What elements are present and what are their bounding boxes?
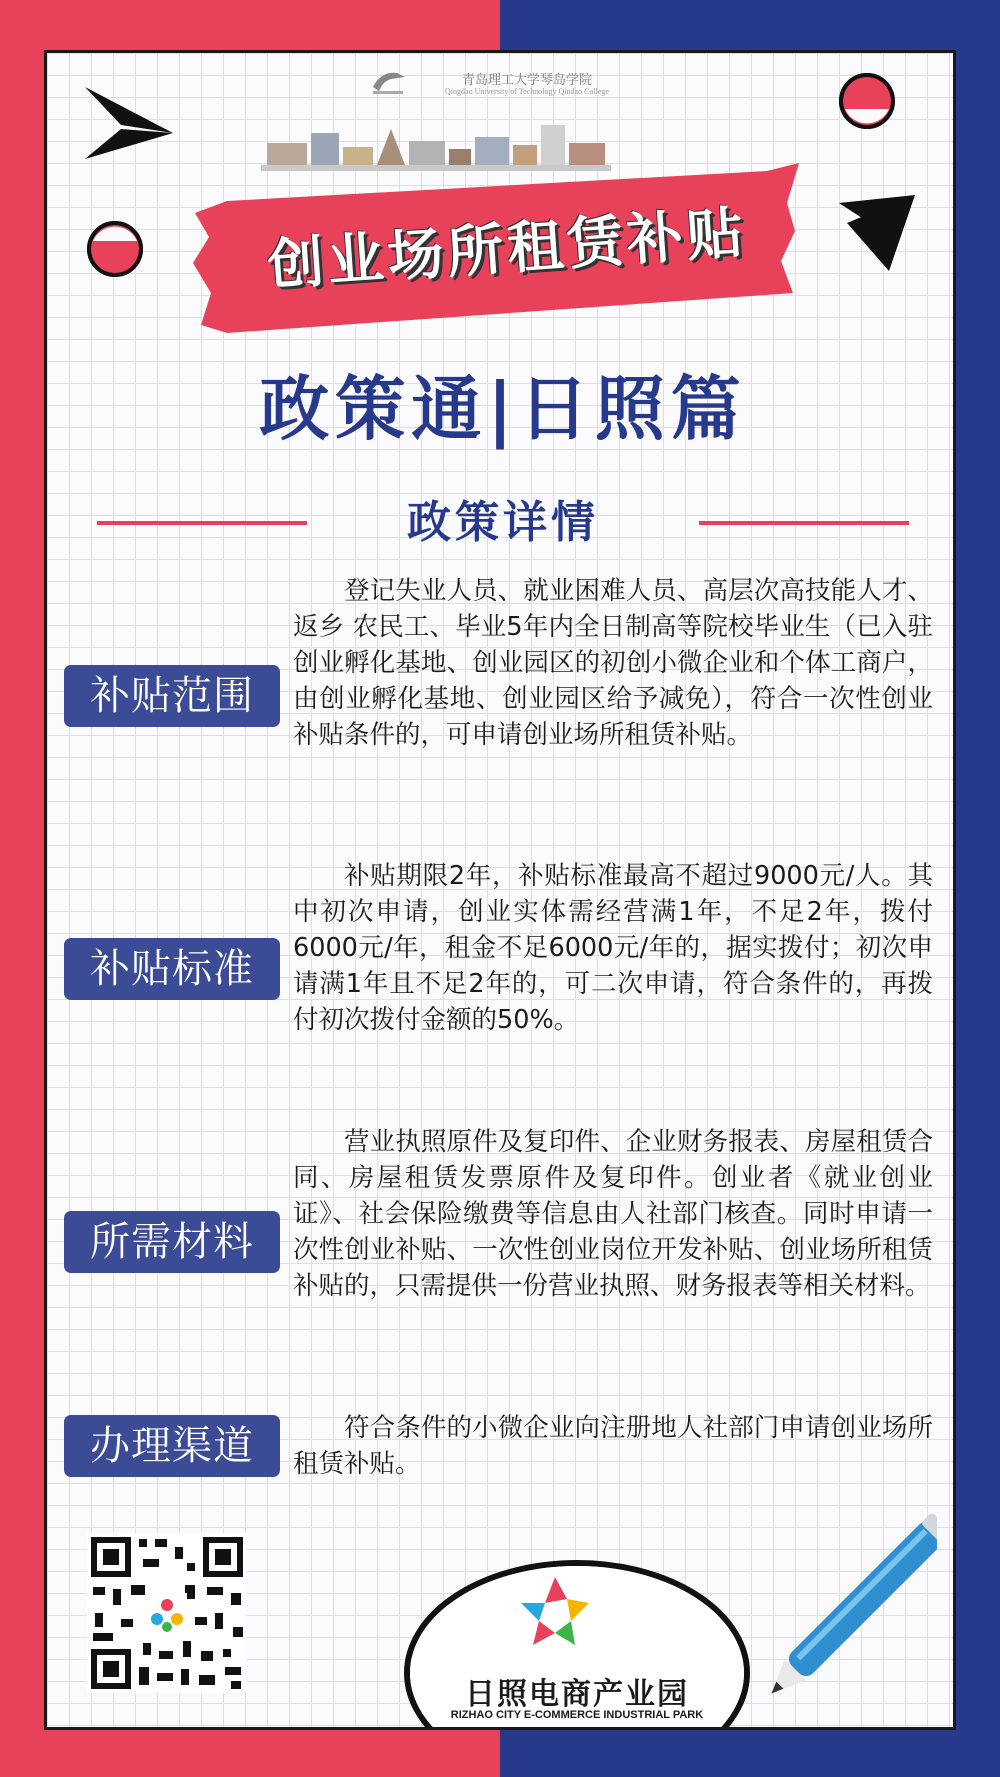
- title-banner: [187, 153, 807, 338]
- banner-title: 创业场所租赁补贴: [265, 200, 749, 299]
- main-title: 政策通|日照篇: [259, 368, 747, 450]
- label-required-materials: 所需材料: [64, 1211, 280, 1273]
- paper-plane-icon: [837, 193, 917, 273]
- park-logo-subtitle: RIZHAO CITY E-COMMERCE INDUSTRIAL PARK: [450, 1709, 704, 1721]
- paper-plane-icon: [85, 81, 175, 161]
- label-application-channel: 办理渠道: [64, 1415, 280, 1477]
- school-logo-icon: [371, 67, 407, 97]
- label-subsidy-standard: 补贴标准: [64, 938, 280, 1000]
- school-name: 青岛理工大学琴岛学院: [461, 73, 592, 88]
- qr-code-icon: [87, 1533, 247, 1693]
- park-logo-name: 日照电商产业园: [465, 1677, 689, 1712]
- divider-right: [699, 521, 909, 525]
- text-subsidy-scope: 登记失业人员、就业困难人员、高层次高技能人才、返乡 农民工、毕业5年内全日制高等院校毕业生（已入驻创业孵化基地、创业园区的初创小微企业和个体工商户，由创业孵化基地、创业园区给予减免），符合一次性创业补贴条件的，可申请创业场所租赁补贴。: [293, 576, 933, 750]
- school-name-en: Qingdao University of Technology Qindao College: [445, 87, 609, 96]
- pen-icon: [767, 1513, 937, 1713]
- dot-circle-icon: [85, 219, 145, 279]
- text-application-channel: 符合条件的小微企业向注册地人社部门申请创业场所租赁补贴。: [293, 1413, 933, 1479]
- text-subsidy-standard: 补贴期限2年，补贴标准最高不超过9000元/人。其中初次申请，创业实体需经营满1年，不足2年，拨付6000元/年，租金不足6000元/年的，据实拨付；初次申请满1年且不足2年的，可二次申请，符合条件的，再拨付初次拨付金额的50%。: [293, 861, 933, 1035]
- dot-circle-icon: [837, 71, 897, 131]
- section-title: 政策详情: [407, 497, 599, 548]
- park-logo-icon: [517, 1573, 593, 1649]
- label-subsidy-scope: 补贴范围: [64, 665, 280, 727]
- poster-card: [44, 50, 956, 1730]
- text-required-materials: 营业执照原件及复印件、企业财务报表、房屋租赁合同、房屋租赁发票原件及复印件。创业者《就业创业证》、社会保险缴费等信息由人社部门核查。同时申请一次性创业补贴、一次性创业岗位开发补贴、创业场所租赁补贴的，只需提供一份营业执照、财务报表等相关材料。: [293, 1127, 933, 1301]
